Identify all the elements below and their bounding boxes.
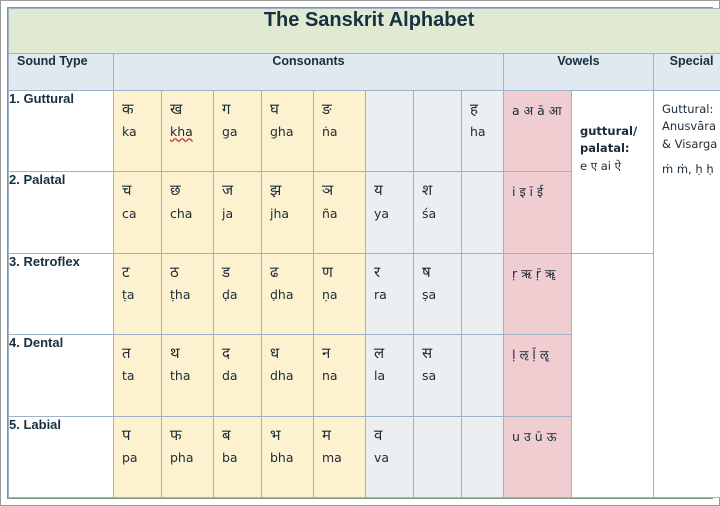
vowel-cell xyxy=(504,253,572,334)
devanagari-glyph: ब xyxy=(222,425,231,444)
header-sound-type: Sound Type xyxy=(9,54,114,91)
romanization: dha xyxy=(270,368,294,384)
romanization: ṇa xyxy=(322,287,338,303)
consonant-cell xyxy=(214,335,262,416)
consonant-cell xyxy=(214,416,262,497)
romanization: ña xyxy=(322,205,338,221)
romanization: gha xyxy=(270,124,294,140)
special-line-2: & Visarga xyxy=(662,136,718,151)
romanization: ga xyxy=(222,124,238,140)
romanization: ca xyxy=(122,205,137,221)
romanization: ṭa xyxy=(122,287,135,303)
table-frame xyxy=(7,7,718,499)
romanization: cha xyxy=(170,205,193,221)
consonant-cell-empty xyxy=(414,91,462,172)
consonant-cell xyxy=(414,172,462,253)
devanagari-glyph: त xyxy=(122,344,131,363)
romanization: tha xyxy=(170,368,191,384)
consonant-cell xyxy=(314,91,366,172)
devanagari-glyph: म xyxy=(322,425,331,444)
devanagari-glyph: ट xyxy=(122,262,130,281)
special-line-3: ṁ ṁ, ḥ ḥ xyxy=(662,161,714,176)
consonant-cell xyxy=(366,253,414,334)
romanization: ja xyxy=(222,205,234,221)
romanization: ka xyxy=(122,124,137,140)
devanagari-glyph: भ xyxy=(270,425,281,444)
consonant-cell-empty xyxy=(462,253,504,334)
vowel-cell xyxy=(504,91,572,172)
devanagari-glyph: ह xyxy=(470,100,478,118)
table-row xyxy=(9,253,720,334)
romanization: ṅa xyxy=(322,124,338,140)
consonant-cell xyxy=(114,172,162,253)
header-vowels: Vowels xyxy=(504,54,654,91)
romanization: ḍha xyxy=(270,287,294,303)
consonant-cell xyxy=(314,335,366,416)
vowel-text: i इ ī ई xyxy=(512,184,544,200)
devanagari-glyph: ज xyxy=(222,181,234,200)
devanagari-glyph: थ xyxy=(170,344,180,363)
special-line-1: Anusvāra xyxy=(662,119,717,134)
consonant-cell xyxy=(314,416,366,497)
consonant-cell xyxy=(162,172,214,253)
row-label: 4. Dental xyxy=(9,335,114,416)
devanagari-glyph: झ xyxy=(270,181,282,200)
romanization: ṭha xyxy=(170,287,191,303)
romanization: ta xyxy=(122,368,135,384)
devanagari-glyph: ड xyxy=(222,262,231,281)
vowel-cell xyxy=(504,172,572,253)
consonant-cell-empty xyxy=(462,335,504,416)
romanization: la xyxy=(374,368,386,384)
vowel-note-text: e ए ai ऐ xyxy=(580,158,622,173)
romanization: jha xyxy=(270,205,290,221)
devanagari-glyph: प xyxy=(122,425,131,444)
consonant-cell xyxy=(262,335,314,416)
romanization: pha xyxy=(170,449,194,465)
devanagari-glyph: ख xyxy=(170,100,183,118)
devanagari-glyph: य xyxy=(374,181,383,200)
consonant-cell xyxy=(162,253,214,334)
consonant-cell xyxy=(162,416,214,497)
header-special: Special xyxy=(654,54,720,91)
sanskrit-alphabet-table xyxy=(8,8,720,498)
consonant-cell xyxy=(414,253,462,334)
vowel-text: a अ ā आ xyxy=(512,103,562,118)
header-row xyxy=(9,54,720,91)
devanagari-glyph: छ xyxy=(170,181,181,200)
consonant-cell xyxy=(366,172,414,253)
consonant-cell-empty xyxy=(366,91,414,172)
devanagari-glyph: ङ xyxy=(322,100,332,118)
romanization: ra xyxy=(374,287,387,303)
consonant-cell xyxy=(262,91,314,172)
consonant-cell xyxy=(214,253,262,334)
row-label: 2. Palatal xyxy=(9,172,114,253)
consonant-cell xyxy=(314,253,366,334)
page-title: The Sanskrit Alphabet xyxy=(9,9,720,54)
row-label: 5. Labial xyxy=(9,416,114,497)
consonant-cell xyxy=(114,335,162,416)
romanization: sa xyxy=(422,368,437,384)
romanization: ḍa xyxy=(222,287,238,303)
row-label: 3. Retroflex xyxy=(9,253,114,334)
devanagari-glyph: द xyxy=(222,344,230,363)
consonant-cell xyxy=(262,416,314,497)
devanagari-glyph: श xyxy=(422,181,433,200)
consonant-cell xyxy=(214,91,262,172)
special-heading: Guttural: xyxy=(662,102,714,116)
romanization: na xyxy=(322,368,338,384)
header-consonants: Consonants xyxy=(114,54,504,91)
special-cell xyxy=(654,91,720,498)
vowel-note-heading: guttural/ palatal: xyxy=(580,124,638,156)
consonant-cell xyxy=(262,172,314,253)
romanization: śa xyxy=(422,205,437,221)
devanagari-glyph: ध xyxy=(270,344,280,363)
romanization: kha xyxy=(170,124,193,140)
vowel-text: ḷ ऌ ḹ ॡ xyxy=(512,347,549,363)
title-row xyxy=(9,9,720,54)
vowel-text: u उ ū ऊ xyxy=(512,428,557,444)
consonant-cell xyxy=(114,416,162,497)
romanization: va xyxy=(374,449,390,465)
devanagari-glyph: र xyxy=(374,262,381,281)
consonant-cell-empty xyxy=(462,416,504,497)
devanagari-glyph: न xyxy=(322,344,331,363)
vowel-text: ṛ ऋ ṝ ॠ xyxy=(512,265,556,281)
devanagari-glyph: फ xyxy=(170,425,182,444)
consonant-cell xyxy=(214,172,262,253)
romanization: ma xyxy=(322,449,342,465)
consonant-cell xyxy=(414,335,462,416)
consonant-cell xyxy=(462,91,504,172)
devanagari-glyph: घ xyxy=(270,100,279,118)
consonant-cell xyxy=(366,416,414,497)
consonant-cell xyxy=(162,91,214,172)
consonant-cell-empty xyxy=(462,172,504,253)
vowel-cell xyxy=(504,416,572,497)
consonant-cell xyxy=(114,91,162,172)
devanagari-glyph: ल xyxy=(374,344,385,363)
romanization: bha xyxy=(270,449,294,465)
romanization: pa xyxy=(122,449,138,465)
devanagari-glyph: व xyxy=(374,425,383,444)
table-row xyxy=(9,91,720,172)
devanagari-glyph: ग xyxy=(222,100,231,118)
devanagari-glyph: ढ xyxy=(270,262,279,281)
consonant-cell xyxy=(262,253,314,334)
vowel-note-cell xyxy=(572,91,654,254)
consonant-cell xyxy=(366,335,414,416)
vowel-note-cell-empty xyxy=(572,253,654,497)
consonant-cell xyxy=(114,253,162,334)
devanagari-glyph: स xyxy=(422,344,433,363)
devanagari-glyph: क xyxy=(122,100,134,118)
vowel-cell xyxy=(504,335,572,416)
romanization: ba xyxy=(222,449,238,465)
devanagari-glyph: ञ xyxy=(322,181,334,200)
romanization: ṣa xyxy=(422,287,437,303)
consonant-cell-empty xyxy=(414,416,462,497)
romanization: ha xyxy=(470,124,486,140)
romanization: da xyxy=(222,368,238,384)
devanagari-glyph: च xyxy=(122,181,132,200)
devanagari-glyph: ष xyxy=(422,262,431,281)
consonant-cell xyxy=(162,335,214,416)
romanization: ya xyxy=(374,205,390,221)
row-label: 1. Guttural xyxy=(9,91,114,172)
consonant-cell xyxy=(314,172,366,253)
devanagari-glyph: ठ xyxy=(170,262,179,281)
devanagari-glyph: ण xyxy=(322,262,333,281)
